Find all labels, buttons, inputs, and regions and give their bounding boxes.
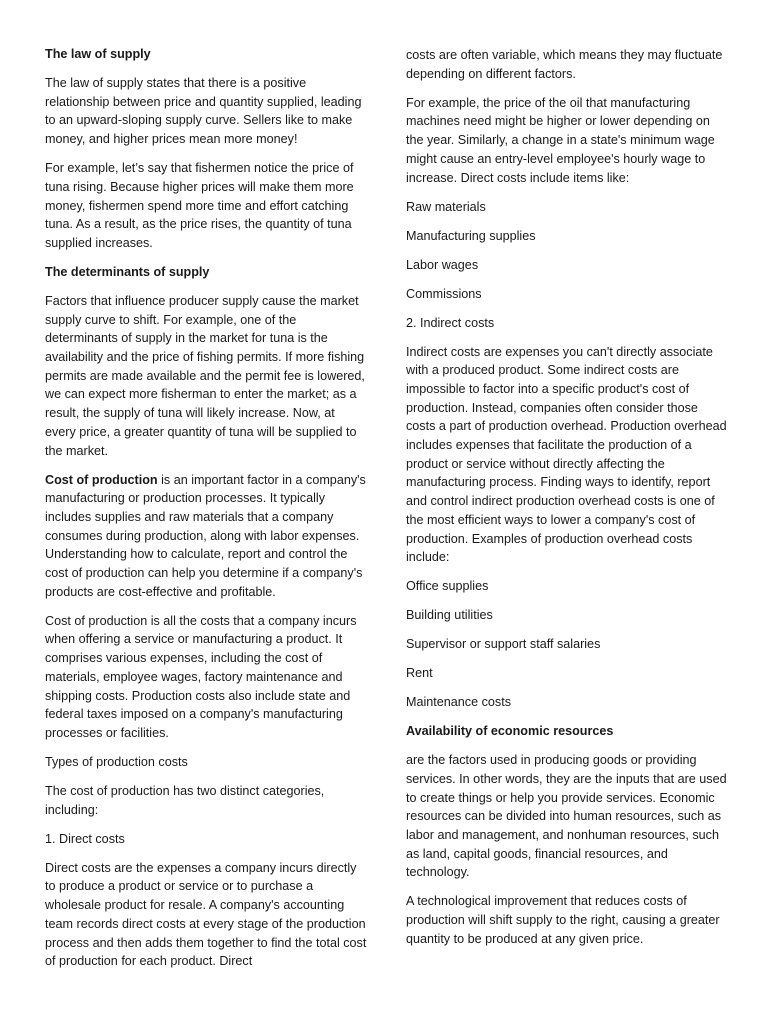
heading-law-of-supply: The law of supply bbox=[45, 47, 151, 61]
paragraph-direct-costs: Direct costs are the expenses a company incurs directly to produce a product or service or to purchase a wholesale product for resale. A company's accounting team records direct costs at every stage of the production process and then adds them together to find the total cost of production for each product. Direct bbox=[45, 860, 367, 969]
heading-determinants-of-supply: The determinants of supply bbox=[45, 264, 210, 279]
paragraph-cost-definition: Cost of production is all the costs that a company incurs when offering a service or manufacturing a product. It comprises various expenses, including the cost of materials, employee wages, factory maintenance and shipping costs. Production costs also include state and federal taxes imposed on a company's manufacturing processes or facilities. bbox=[45, 613, 357, 740]
heading-economic-resources: Availability of economic resources bbox=[406, 724, 614, 739]
paragraph-oil-example: For example, the price of the oil that manufacturing machines need might be higher or lower depending on the year. Similarly, a change in a state's minimum wage might cause an entry-level employee's hourly wage to increase. Direct costs include items like: bbox=[406, 95, 715, 185]
right-column bbox=[406, 46, 728, 959]
list-item: Rent bbox=[406, 666, 433, 681]
paragraph-two-categories: The cost of production has two distinct categories, including: bbox=[45, 783, 325, 817]
paragraph-law-of-supply: The law of supply states that there is a positive relationship between price and quantity supplied, leading to an upward-sloping supply curve. Sellers like to make money, and higher prices mean more money! bbox=[45, 76, 362, 147]
list-item: Labor wages bbox=[406, 257, 479, 272]
list-item: Commissions bbox=[406, 286, 482, 301]
list-item: Manufacturing supplies bbox=[406, 228, 536, 243]
left-column bbox=[45, 45, 367, 981]
list-item: Maintenance costs bbox=[406, 695, 512, 710]
paragraph-indirect-costs: Indirect costs are expenses you can't directly associate with a produced product. Some indirect costs are impossible to factor into a specific product's cost of production. Instead, companies often consider those costs a part of production overhead. Production overhead includes expenses that facilitate the production of a product or service without directly affecting the manufacturing process. Finding ways to identify, report and control indirect production overhead costs is one of the most efficient ways to lower a company's cost of production. Examples of production overhead costs include: bbox=[406, 344, 727, 565]
list-item: Office supplies bbox=[406, 579, 489, 594]
paragraph-types-of-costs: Types of production costs bbox=[45, 754, 188, 769]
paragraph-indirect-costs-title: 2. Indirect costs bbox=[406, 315, 495, 330]
paragraph-variable-costs: costs are often variable, which means they may fluctuate depending on different factors. bbox=[406, 48, 723, 81]
paragraph-cost-of-production bbox=[45, 471, 367, 602]
cost-of-production-lead: Cost of production bbox=[45, 472, 158, 487]
paragraph-direct-costs-title: 1. Direct costs bbox=[45, 831, 125, 846]
cost-of-production-rest: is an important factor in a company's manufacturing or production processes. It typically includes supplies and raw materials that a company consumes during production, along with labor expenses. Understanding how to calculate, report and control the cost of production can help you determine if a company's products are cost-effective and profitable. bbox=[45, 472, 366, 599]
paragraph-fishermen-example: For example, let’s say that fishermen notice the price of tuna rising. Because higher prices will make them more money, fishermen spend more time and effort catching tuna. As a result, as the price rises, the quantity of tuna supplied increases. bbox=[45, 161, 354, 250]
paragraph-determinants: Factors that influence producer supply cause the market supply curve to shift. For example, one of the determinants of supply in the market for tuna is the availability and the price of fishing permits. If more fishing permits are made available and the permit fee is lowered, we can expect more fisherman to enter the market; as a result, the supply of tuna will likely increase. Now, at every price, a greater quantity of tuna will be supplied to the market. bbox=[45, 293, 365, 458]
paragraph-technology: A technological improvement that reduces costs of production will shift supply to the right, causing a greater quantity to be produced at any given price. bbox=[406, 894, 720, 946]
list-item: Supervisor or support staff salaries bbox=[406, 637, 601, 652]
paragraph-economic-resources: are the factors used in producing goods or providing services. In other words, they are the inputs that are used to create things or help you provide services. Economic resources can be divided into human resources, such as labor and management, and nonhuman resources, such as land, capital goods, financial resources, and technology. bbox=[406, 753, 727, 880]
list-item: Building utilities bbox=[406, 608, 493, 623]
list-item: Raw materials bbox=[406, 199, 486, 214]
